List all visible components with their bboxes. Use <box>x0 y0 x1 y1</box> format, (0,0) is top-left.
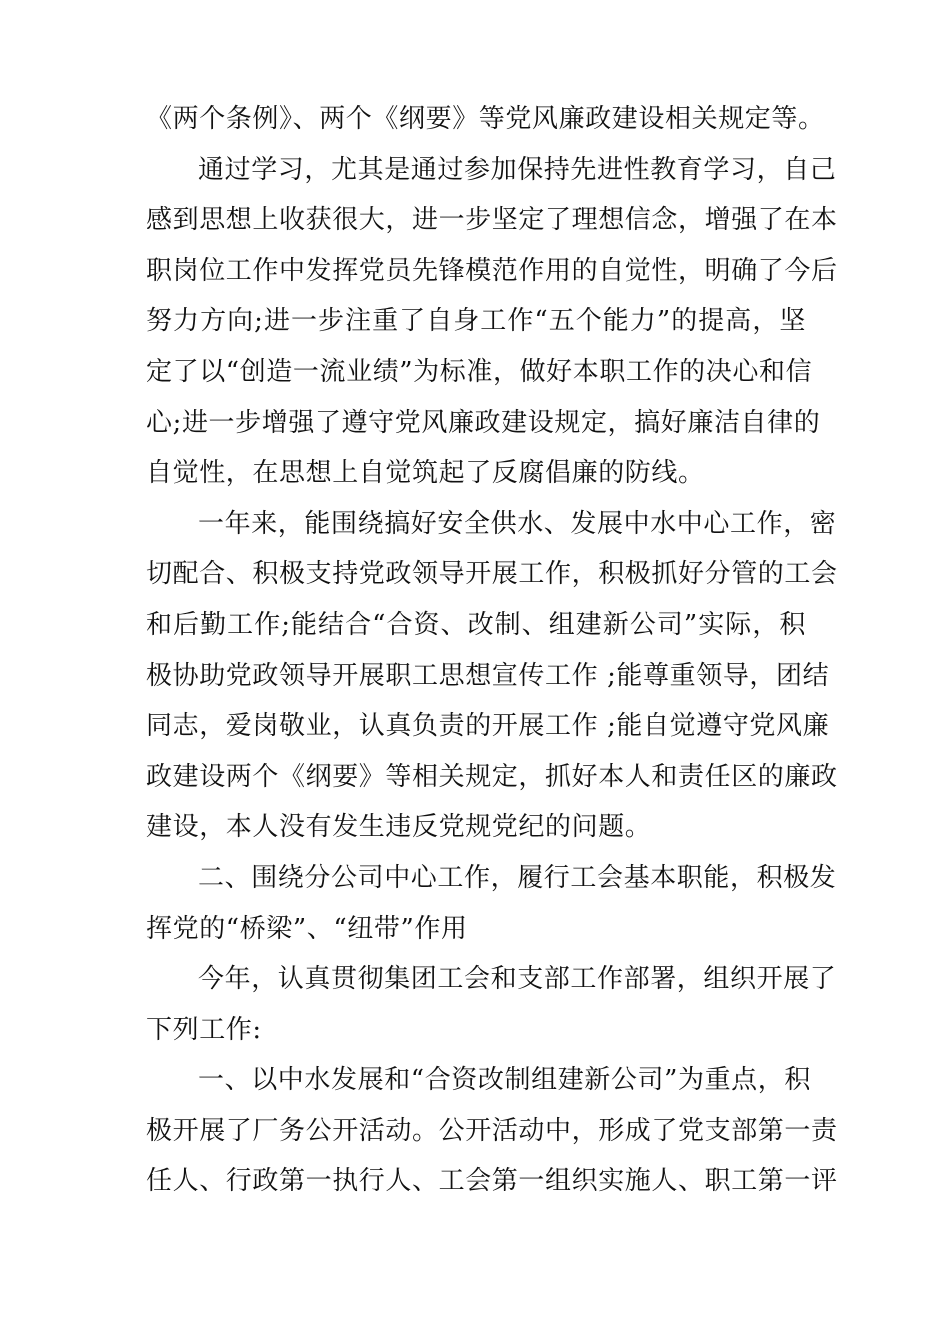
text-line: 切配合、积极支持党政领导开展工作，积极抓好分管的工会 <box>146 559 838 590</box>
text-line: 《两个条例》、两个《纲要》等党风廉政建设相关规定等。 <box>146 104 825 134</box>
text-line: 定了以“创造一流业绩”为标准，做好本职工作的决心和信 <box>146 356 813 387</box>
body-text <box>146 94 838 1207</box>
paragraph-first-line: 通过学习，尤其是通过参加保持先进性教育学习，自己 <box>198 154 837 185</box>
paragraph-first-line: 今年，认真贯彻集团工会和支部工作部署，组织开展了 <box>198 964 837 995</box>
text-line: 和后勤工作;能结合“合资、改制、组建新公司”实际，积 <box>146 609 806 640</box>
text-line: 建设，本人没有发生违反党规党纪的问题。 <box>146 812 652 843</box>
paragraph-first-line: 一、以中水发展和“合资改制组建新公司”为重点，积 <box>198 1065 811 1096</box>
text-line: 感到思想上收获很大，进一步坚定了理想信念，增强了在本 <box>146 205 838 236</box>
text-line: 职岗位工作中发挥党员先锋模范作用的自觉性，明确了今后 <box>146 255 838 286</box>
text-line: 努力方向;进一步注重了自身工作“五个能力”的提高，坚 <box>146 306 806 337</box>
text-line: 政建设两个《纲要》等相关规定，抓好本人和责任区的廉政 <box>146 761 838 792</box>
text-line: 自觉性，在思想上自觉筑起了反腐倡廉的防线。 <box>146 458 705 489</box>
text-line: 极协助党政领导开展职工思想宣传工作 ;能尊重领导，团结 <box>146 660 830 691</box>
text-line: 挥党的“桥梁”、“纽带”作用 <box>146 913 468 944</box>
text-line: 极开展了厂务公开活动。公开活动中，形成了党支部第一责 <box>146 1115 838 1146</box>
paragraph-first-line: 一年来，能围绕搞好安全供水、发展中水中心工作，密 <box>198 508 837 539</box>
text-line: 心;进一步增强了遵守党风廉政建设规定，搞好廉洁自律的 <box>146 407 821 438</box>
paragraph-first-line: 二、围绕分公司中心工作，履行工会基本职能，积极发 <box>198 862 837 893</box>
text-line: 下列工作: <box>146 1014 262 1045</box>
text-line: 同志，爱岗敬业，认真负责的开展工作 ;能自觉遵守党风廉 <box>146 711 830 742</box>
text-line: 任人、行政第一执行人、工会第一组织实施人、职工第一评 <box>146 1166 838 1197</box>
